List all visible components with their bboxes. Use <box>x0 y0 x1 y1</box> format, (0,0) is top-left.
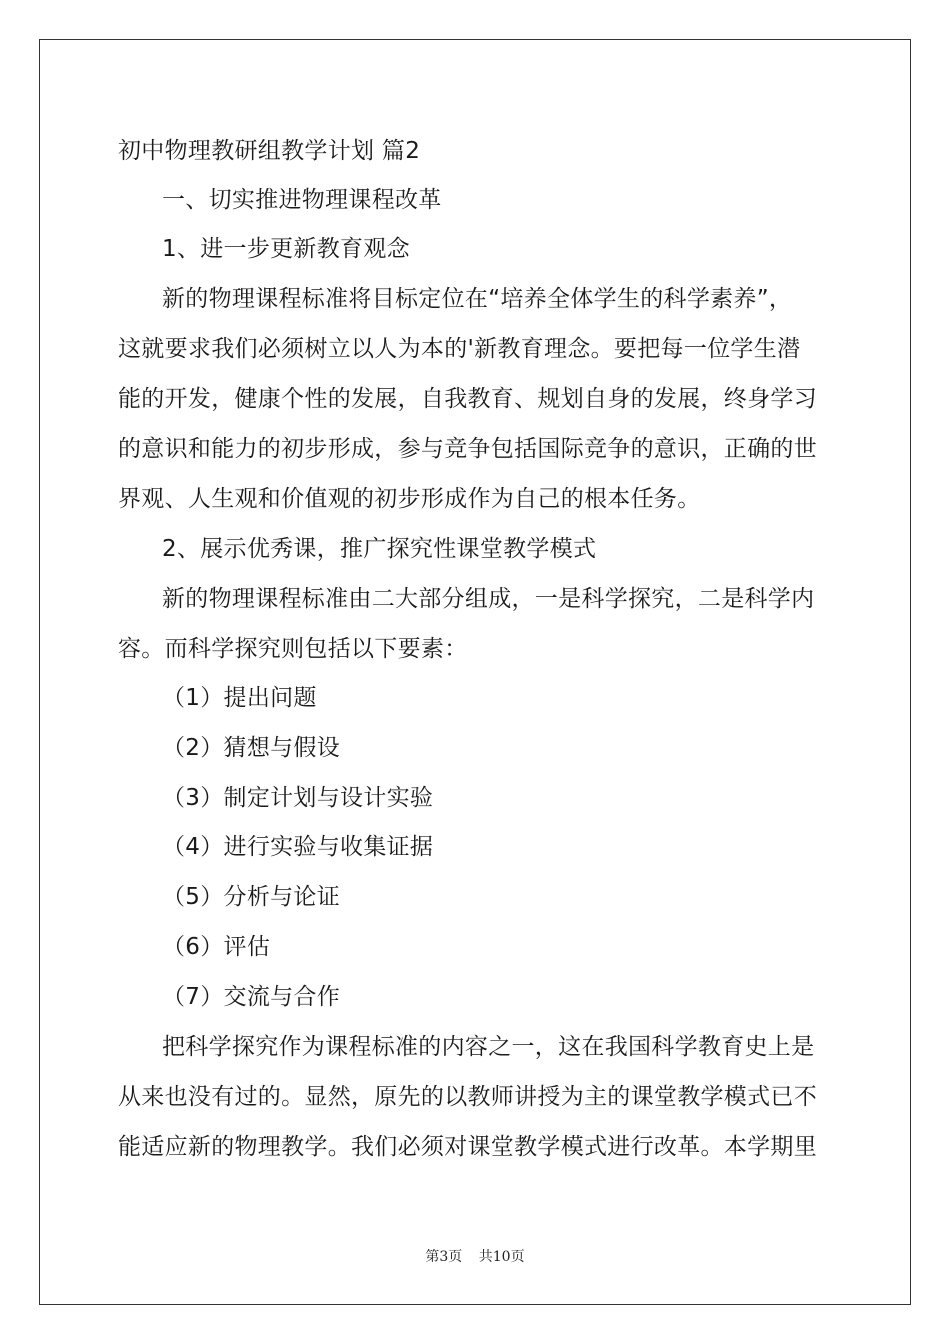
subsection-heading: 1、进一步更新教育观念 <box>162 236 410 262</box>
paragraph-line: 能的开发，健康个性的发展，自我教育、规划自身的发展，终身学习 <box>118 386 817 412</box>
list-item: （5）分析与论证 <box>162 884 341 910</box>
paragraph-line: 的意识和能力的初步形成，参与竞争包括国际竞争的意识，正确的世 <box>118 436 817 462</box>
list-item: （7）交流与合作 <box>162 984 341 1010</box>
paragraph-line: 这就要求我们必须树立以人为本的'新教育理念。要把每一位学生潜 <box>118 336 801 362</box>
page-footer <box>0 1246 950 1266</box>
subsection-heading: 2、展示优秀课，推广探究性课堂教学模式 <box>162 536 597 562</box>
document-title: 初中物理教研组教学计划 篇2 <box>118 138 421 164</box>
list-item: （3）制定计划与设计实验 <box>162 785 434 811</box>
list-item: （2）猜想与假设 <box>162 735 341 761</box>
paragraph-line: 从来也没有过的。显然，原先的以教师讲授为主的课堂教学模式已不 <box>118 1084 817 1110</box>
paragraph-line: 界观、人生观和价值观的初步形成作为自己的根本任务。 <box>118 486 701 512</box>
page-number: 第3页 <box>425 1249 463 1265</box>
paragraph-line: 容。而科学探究则包括以下要素： <box>118 636 468 662</box>
page-total: 共10页 <box>478 1249 525 1265</box>
list-item: （6）评估 <box>162 934 271 960</box>
paragraph-line: 新的物理课程标准由二大部分组成，一是科学探究，二是科学内 <box>162 586 815 612</box>
paragraph-line: 新的物理课程标准将目标定位在“培养全体学生的科学素养”， <box>162 286 793 312</box>
section-heading: 一、切实推进物理课程改革 <box>162 187 442 213</box>
page-border <box>39 39 911 1305</box>
list-item: （1）提出问题 <box>162 685 317 711</box>
paragraph-line: 能适应新的物理教学。我们必须对课堂教学模式进行改革。本学期里 <box>118 1134 817 1160</box>
list-item: （4）进行实验与收集证据 <box>162 834 434 860</box>
paragraph-line: 把科学探究作为课程标准的内容之一，这在我国科学教育史上是 <box>162 1034 815 1060</box>
